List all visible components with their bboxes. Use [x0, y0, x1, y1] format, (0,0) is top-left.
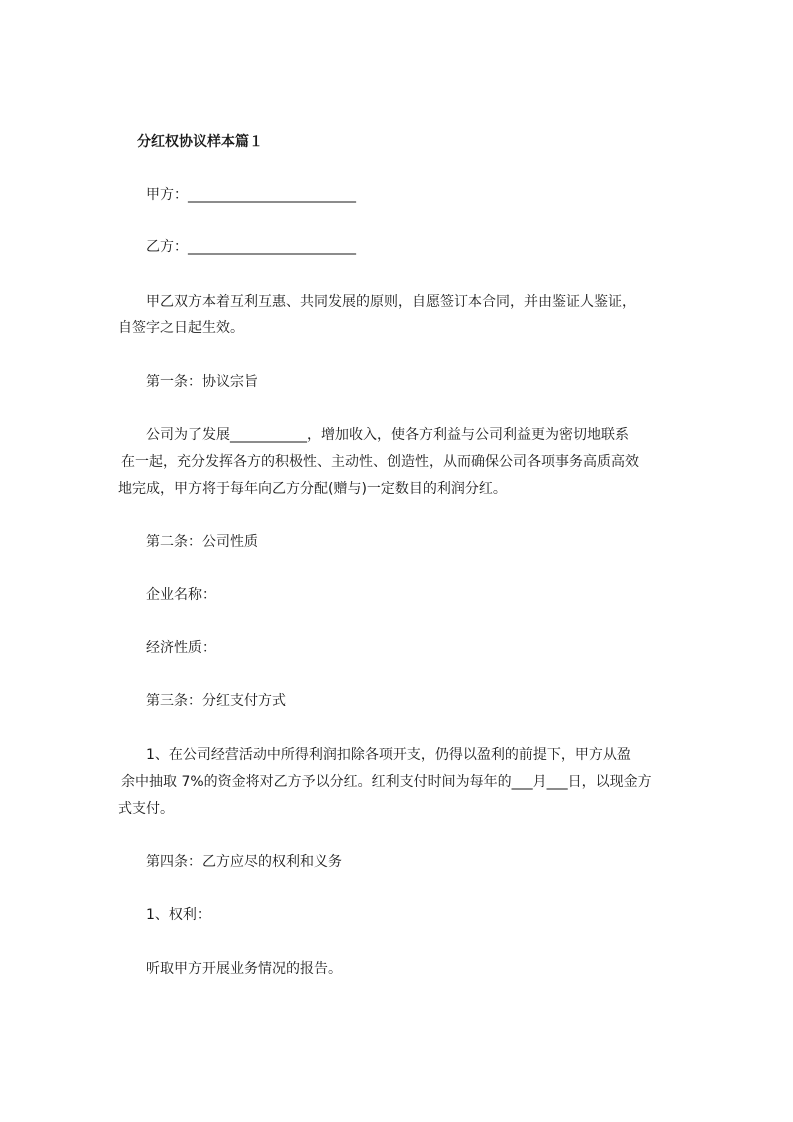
intro-line-1: 甲乙双方本着互利互惠、共同发展的原则，自愿签订本合同，并由鉴证人鉴证，: [146, 294, 636, 310]
article-3-line-1: 1、在公司经营活动中所得利润扣除各项开支，仍得以盈利的前提下，甲方从盈: [146, 747, 631, 763]
party-b-line: 乙方：________________________: [146, 239, 356, 255]
intro-line-2: 自签字之日起生效。: [118, 320, 244, 336]
article-3-line-2: 余中抽取 7%的资金将对乙方予以分红。红利支付时间为每年的___月___日，以现金方: [121, 774, 652, 790]
article-1-title: 第一条：协议宗旨: [146, 374, 258, 390]
document-title: 分红权协议样本篇１: [137, 134, 263, 150]
article-1-line-3: 地完成，甲方将于每年向乙方分配(赠与)一定数目的利润分红。: [118, 481, 507, 497]
article-1-line-1: 公司为了发展___________，增加收入，使各方利益与公司利益更为密切地联系: [146, 427, 629, 443]
economic-nature-label: 经济性质：: [146, 640, 216, 656]
article-3-line-3: 式支付。: [118, 801, 174, 817]
article-3-title: 第三条：分红支付方式: [146, 693, 286, 709]
rights-line-1: 听取甲方开展业务情况的报告。: [146, 961, 342, 977]
article-2-title: 第二条：公司性质: [146, 534, 258, 550]
company-name-label: 企业名称：: [146, 587, 216, 603]
article-4-title: 第四条：乙方应尽的权利和义务: [146, 854, 342, 870]
party-a-line: 甲方：________________________: [146, 187, 356, 203]
article-1-line-2: 在一起，充分发挥各方的积极性、主动性、创造性，从而确保公司各项事务高质高效: [121, 454, 639, 470]
rights-title: 1、权利：: [146, 907, 211, 923]
